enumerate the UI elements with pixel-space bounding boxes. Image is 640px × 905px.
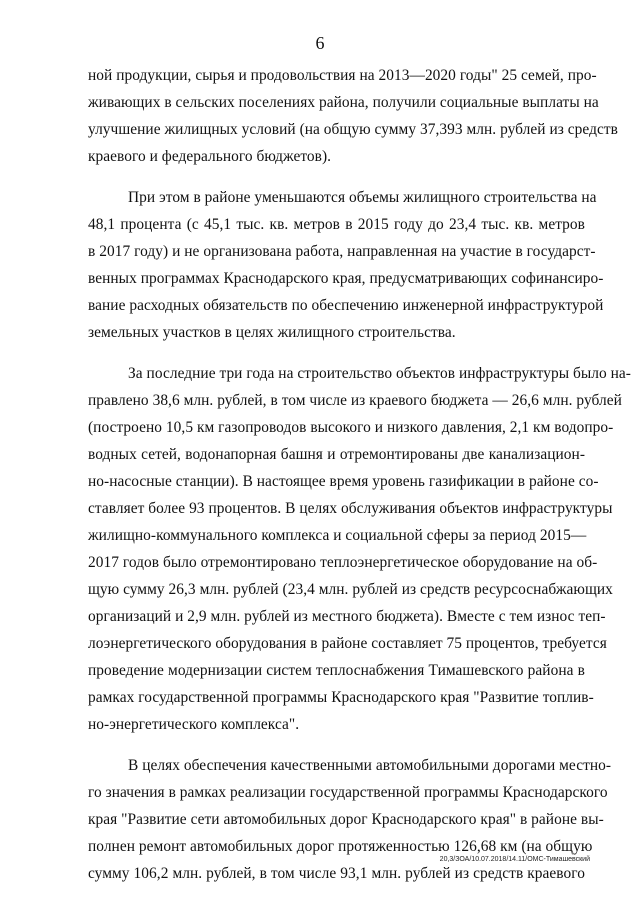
text-line: ной продукции, сырья и продовольствия на 2013—2020 годы" 25 семей, про-: [88, 67, 597, 84]
text-line: краевого и федерального бюджетов).: [88, 148, 332, 165]
text-line: лоэнергетического оборудования в районе составляет 75 процентов, требуется: [88, 635, 607, 652]
text-line: края "Развитие сети автомобильных дорог Краснодарского края" в районе вы-: [88, 811, 604, 828]
text-line: в 2017 году) и не организована работа, направленная на участие в государст-: [88, 243, 596, 260]
page-number: 6: [315, 33, 325, 53]
text-line: ставляет более 93 процентов. В целях обслуживания объектов инфраструктуры: [88, 500, 613, 517]
text-line: но-энергетического комплекса".: [88, 716, 300, 733]
text-line: правлено 38,6 млн. рублей, в том числе из краевого бюджета — 26,6 млн. рублей: [88, 392, 622, 409]
document-body: [88, 62, 631, 887]
paragraph: [88, 752, 612, 887]
paragraph: [88, 360, 631, 738]
text-line: 2017 годов было отремонтировано теплоэнергетическое оборудование на об-: [88, 554, 598, 571]
text-line: живающих в сельских поселениях района, получили социальные выплаты на: [88, 94, 599, 111]
text-line: За последние три года на строительство объектов инфраструктуры было на-: [128, 365, 631, 382]
text-line: рамках государственной программы Краснодарского края "Развитие топлив-: [88, 689, 594, 706]
text-line: венных программах Краснодарского края, предусматривающих софинансиро-: [88, 270, 604, 287]
paragraph: [88, 62, 618, 170]
text-line: го значения в рамках реализации государственной программы Краснодарского: [88, 784, 608, 801]
text-line: проведение модернизации систем теплоснабжения Тимашевского района в: [88, 662, 585, 679]
text-line: (построено 10,5 км газопроводов высокого и низкого давления, 2,1 км водопро-: [88, 419, 614, 436]
document-code: 20,3/ЗОА/10.07.2018/14.11/ОМС-Тимашевский: [439, 856, 590, 863]
text-line: но-насосные станции). В настоящее время уровень газификации в районе со-: [88, 473, 599, 490]
text-line: водных сетей, водонапорная башня и отремонтированы две канализацион-: [88, 446, 585, 463]
text-line: улучшение жилищных условий (на общую сумму 37,393 млн. рублей из средств: [88, 121, 618, 138]
text-line: 48,1 процента (с 45,1 тыс. кв. метров в 2015 году до 23,4 тыс. кв. метров: [88, 216, 585, 233]
text-line: полнен ремонт автомобильных дорог протяженностью 126,68 км (на общую: [88, 838, 593, 855]
text-line: В целях обеспечения качественными автомобильными дорогами местно-: [128, 757, 612, 774]
text-line: организаций и 2,9 млн. рублей из местного бюджета). Вместе с тем износ теп-: [88, 608, 606, 625]
text-line: вание расходных обязательств по обеспечению инженерной инфраструктурой: [88, 297, 604, 314]
text-line: При этом в районе уменьшаются объемы жилищного строительства на: [128, 189, 597, 206]
text-line: земельных участков в целях жилищного строительства.: [88, 324, 456, 341]
text-line: сумму 106,2 млн. рублей, в том числе 93,1 млн. рублей из средств краевого: [88, 865, 585, 882]
paragraph: [88, 184, 604, 346]
text-line: жилищно-коммунального комплекса и социальной сферы за период 2015—: [88, 527, 587, 544]
text-line: щую сумму 26,3 млн. рублей (23,4 млн. рублей из средств ресурсоснабжающих: [88, 581, 613, 598]
